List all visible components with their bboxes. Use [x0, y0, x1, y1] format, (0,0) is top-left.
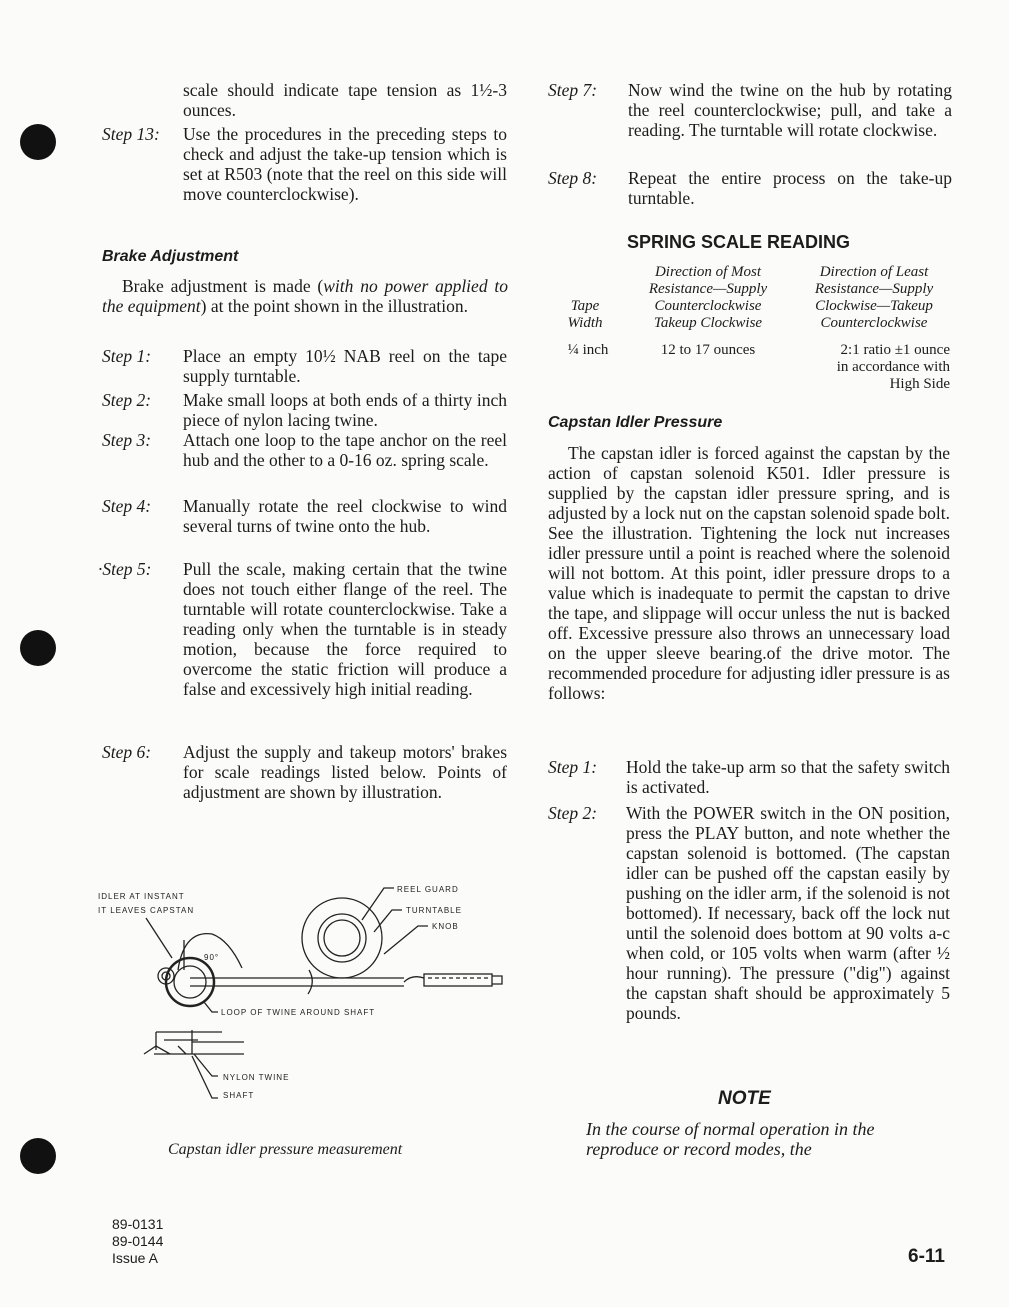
doc-number: 89-0144: [112, 1233, 164, 1249]
knob-label: KNOB: [432, 922, 459, 931]
step-8: Step 8: Repeat the entire process on the take-up turntable.: [548, 168, 952, 208]
shaft-label: SHAFT: [223, 1091, 255, 1100]
idler-label-line-2: IT LEAVES CAPSTAN: [98, 906, 195, 915]
brake-step-3: Step 3: Attach one loop to the tape anchor on the reel hub and the other to a 0-16 oz. spring scale.: [102, 430, 507, 470]
step-label: Step 13:: [102, 124, 160, 144]
diagram-caption: Capstan idler pressure measurement: [168, 1141, 403, 1158]
loop-label: LOOP OF TWINE AROUND SHAFT: [221, 1008, 376, 1017]
cell-tape-width: ¼ inch: [567, 342, 609, 358]
capstan-paragraph: The capstan idler is forced against the capstan by the action of capstan solenoid K501. Idler pressure is supplied by the capstan idler pressure spring, and is adjusted by a lock nut on the capstan solenoid spade bolt. See the illustration. Tightening the lock nut increases idler pressure until a point is reached where the solenoid will not bottom. At this point, idler pressure drops to a value which is inadequate to permit the capstan to drive the tape, and slippage will occur unless the nut is backed off. Excessive pressure also throws an unnecessary load on the upper sleeve bearing.of the drive motor. The recommended procedure for adjusting idler pressure is as follows:: [548, 443, 950, 703]
punch-hole-bottom: [20, 1138, 56, 1174]
punch-hole-middle: [20, 630, 56, 666]
doc-number: 89-0131: [112, 1216, 164, 1232]
step-13: [102, 124, 508, 224]
cell-least-resistance: 2:1 ratio ±1 ounce in accordance with High Side: [836, 342, 950, 392]
cell-most-resistance: 12 to 17 ounces: [660, 342, 756, 358]
nylon-twine-label: NYLON TWINE: [223, 1073, 290, 1082]
brake-paragraph: Brake adjustment is made (with no power applied to the equipment) at the point shown in the illustration.: [102, 276, 508, 316]
intro-continuation: scale should indicate tape tension as 1½-3 ounces.: [183, 80, 507, 120]
doc-issue: Issue A: [112, 1250, 158, 1266]
col-most-resistance-header: Direction of Most Resistance—Supply Counterclockwise Takeup Clockwise: [648, 264, 768, 331]
capstan-idler-diagram: [94, 870, 524, 1110]
punch-hole-top: [20, 124, 56, 160]
idler-label-line-1: IDLER AT INSTANT: [98, 892, 185, 901]
document-numbers: [112, 1216, 163, 1267]
page-number: 6-11: [908, 1246, 945, 1267]
angle-label: 90°: [204, 953, 220, 962]
brake-step-6: Step 6: Adjust the supply and takeup motors' brakes for scale readings listed below. Points of adjustment are shown by illustration.: [102, 742, 507, 802]
step-text: Use the procedures in the preceding steps to check and adjust the take-up tension which is set at R503 (note that the reel on this side will move counterclockwise).: [183, 124, 507, 204]
brake-step-4: Step 4: Manually rotate the reel clockwise to wind several turns of twine onto the hub.: [102, 496, 507, 536]
reel-guard-label: REEL GUARD: [397, 885, 459, 894]
capstan-step-2: Step 2: With the POWER switch in the ON position, press the PLAY button, and note whether the capstan solenoid is bottomed. (The capstan idler can be pushed off the capstan easily by pushing on the idler arm, if the solenoid is not bottomed). If necessary, back off the lock nut until the solenoid does bottom at 90 volts a-c when cold, or 105 volts when warm (after ½ hour running). The pressure ("dig") against the capstan shaft should be approximately 5 pounds.: [548, 803, 950, 1023]
capstan-idler-pressure-heading: Capstan Idler Pressure: [548, 414, 723, 431]
spring-scale-heading: SPRING SCALE READING: [627, 232, 851, 252]
turntable-label: TURNTABLE: [406, 906, 462, 915]
note-text: In the course of normal operation in the reproduce or record modes, the: [586, 1119, 875, 1159]
brake-adjustment-heading: Brake Adjustment: [102, 248, 239, 265]
capstan-step-1: Step 1: Hold the take-up arm so that the safety switch is activated.: [548, 757, 950, 797]
brake-step-2: Step 2: Make small loops at both ends of a thirty inch piece of nylon lacing twine.: [102, 390, 507, 430]
col-least-resistance-header: Direction of Least Resistance—Supply Clockwise—Takeup Counterclockwise: [814, 264, 934, 331]
note-heading: NOTE: [718, 1088, 771, 1109]
diagram-linework: [144, 888, 502, 1098]
col-tape-width-header: Tape Width: [567, 298, 603, 331]
brake-step-5: ·Step 5: Pull the scale, making certain that the twine does not touch either flange of the reel. The turntable will rotate counterclockwise. Take a reading only when the turntable is in steady motion, because the force required to overcome the static friction will produce a false and excessively high initial reading.: [98, 559, 507, 699]
spring-scale-table: [548, 264, 958, 394]
step-7: Step 7: Now wind the twine on the hub by rotating the reel counterclockwise; pull, and take a reading. The turntable will rotate clockwise.: [548, 80, 952, 140]
brake-step-1: Step 1: Place an empty 10½ NAB reel on the tape supply turntable.: [102, 346, 507, 386]
